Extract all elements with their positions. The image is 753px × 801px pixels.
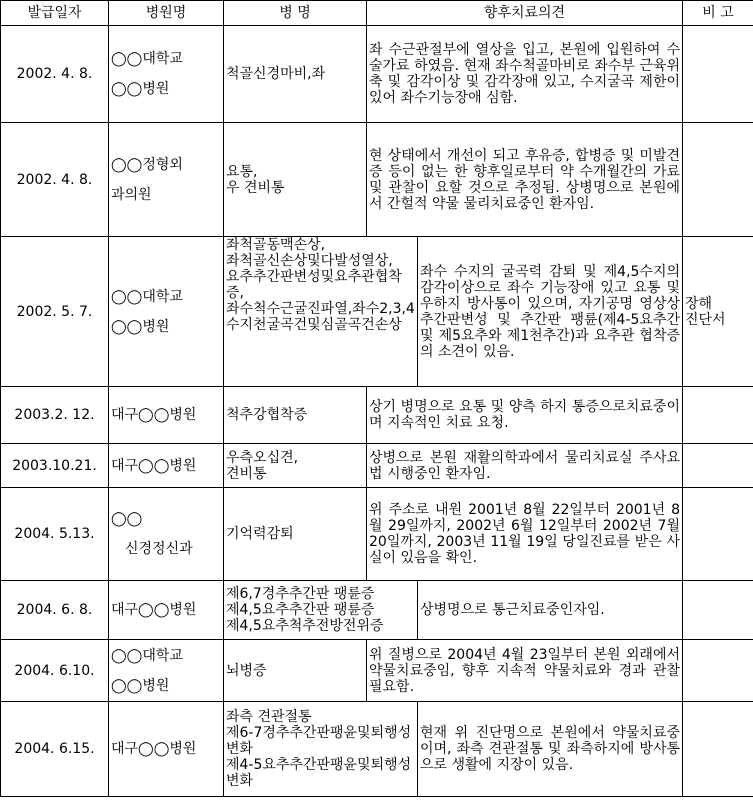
diagnosis-text: 좌척골동맥손상, 좌척골신손상및다발성열상, 요추추간판변성및요추관협착증, 좌수척수근굴진파열,좌수2,3,4수지천굴곡건및심골곡건손상 — [226, 237, 415, 333]
diagnosis — [224, 123, 367, 237]
remarks — [683, 640, 753, 702]
table-row — [1, 123, 753, 237]
hospital-name — [109, 702, 224, 797]
hospital-name-line: ◯◯병원 — [111, 81, 170, 97]
remarks — [683, 387, 753, 444]
diagnosis — [224, 26, 367, 123]
hospital-name-line: 대구◯◯병원 — [111, 741, 197, 757]
table-row — [1, 26, 753, 123]
table-row — [1, 444, 753, 488]
header-remarks: 비 고 — [683, 1, 753, 26]
treatment-opinion: 현재 위 진단명으로 본원에서 약물치료중이며, 좌측 견관절통 및 좌측하지에 방사통으로 생활에 지장이 있음. — [418, 702, 683, 797]
hospital-name — [109, 26, 224, 123]
issue-date: 2002. 4. 8. — [1, 26, 109, 123]
diagnosis-text: 척골신경마비,좌 — [226, 66, 326, 82]
diagnosis-text: 척추강협착증 — [226, 407, 308, 423]
issue-date: 2003.2. 12. — [1, 387, 109, 444]
diagnosis-text: 제6,7경추추간판 팽륜증 제4,5요추추간판 팽륜증 제4,5요추척추전방전위증 — [226, 586, 384, 634]
header-row — [1, 1, 753, 26]
diagnosis-text: 좌측 견관절통 제6-7경추추간판팽윤및퇴행성변화 제4-5요추추간판팽윤및퇴행성변화 — [226, 709, 412, 789]
issue-date: 2002. 4. 8. — [1, 123, 109, 237]
hospital-name-line: ◯◯대학교 — [111, 647, 183, 664]
remarks — [683, 123, 753, 237]
hospital-name-line: 대구◯◯병원 — [111, 602, 197, 618]
treatment-opinion: 상병으로 본원 재활의학과에서 물리치료실 주사요법 시행중인 환자임. — [367, 444, 683, 488]
hospital-name-line: ◯◯병원 — [111, 318, 170, 335]
hospital-name — [109, 488, 224, 581]
issue-date: 2003.10.21. — [1, 444, 109, 488]
hospital-name-line: 신경정신과 — [125, 541, 193, 557]
hospital-name-line: ◯◯ — [111, 511, 143, 527]
issue-date: 2004. 6. 8. — [1, 581, 109, 640]
remarks — [683, 237, 753, 387]
diagnosis-text: 요통, 우 견비통 — [226, 163, 285, 196]
hospital-name — [109, 640, 224, 702]
hospital-name-line: 대구◯◯병원 — [111, 407, 197, 423]
remarks — [683, 488, 753, 581]
header-treatment-opinion: 향후치료의견 — [367, 1, 683, 26]
treatment-opinion: 좌 수근관절부에 열상을 입고, 본원에 입원하여 수술가료 하였음. 현재 좌수척골마비로 좌수부 근육위축 및 감각이상 및 감각장애 있고, 수지굴곡 제한이 있어 좌수기능장애 심함. — [367, 26, 683, 123]
remarks — [683, 581, 753, 640]
treatment-opinion: 위 질병으로 2004년 4월 23일부터 본원 외래에서 약물치료중임, 향후 지속적 약물치료와 경과 관찰 필요함. — [367, 640, 683, 702]
diagnosis-text: 우측오십견, 견비통 — [226, 449, 299, 482]
diagnosis — [224, 444, 367, 488]
diagnosis — [224, 581, 418, 640]
hospital-name — [109, 237, 224, 387]
diagnosis — [224, 488, 367, 581]
hospital-name-line: ◯◯대학교 — [111, 51, 183, 67]
diagnosis-text: 뇌병증 — [226, 662, 267, 679]
table-row — [1, 640, 753, 702]
hospital-name-line: ◯◯정형외 — [111, 156, 183, 173]
table-row — [1, 237, 753, 387]
treatment-opinion: 상병명으로 통근치료중인자임. — [418, 581, 683, 640]
header-hospital: 병원명 — [109, 1, 224, 26]
table-row — [1, 387, 753, 444]
diagnosis-text: 기억력감퇴 — [226, 526, 294, 542]
header-issue-date: 발급일자 — [1, 1, 109, 26]
header-diagnosis: 병 명 — [224, 1, 367, 26]
issue-date: 2004. 5.13. — [1, 488, 109, 581]
hospital-name-line: ◯◯대학교 — [111, 288, 183, 305]
hospital-name-line: ◯◯병원 — [111, 677, 170, 694]
hospital-name — [109, 123, 224, 237]
table-row — [1, 488, 753, 581]
diagnosis — [224, 387, 367, 444]
hospital-name — [109, 387, 224, 444]
hospital-name — [109, 444, 224, 488]
remarks — [683, 702, 753, 797]
table-row — [1, 581, 753, 640]
hospital-name-line: 과의원 — [111, 186, 152, 203]
table-row — [1, 702, 753, 797]
issue-date: 2004. 6.15. — [1, 702, 109, 797]
hospital-name — [109, 581, 224, 640]
remarks — [683, 444, 753, 488]
diagnosis — [224, 640, 367, 702]
treatment-opinion: 상기 병명으로 요통 및 양측 하지 통증으로치료중이며 지속적인 치료 요청. — [367, 387, 683, 444]
diagnosis — [224, 702, 418, 797]
remarks-text: 장해 진단서 — [685, 295, 726, 328]
issue-date: 2004. 6.10. — [1, 640, 109, 702]
treatment-opinion: 위 주소로 내원 2001년 8월 22일부터 2001년 8월 29일까지, 2002년 6월 12일부터 2002년 7월 20일까지, 2003년 11월 19일 당일진료를 받은 사실이 있음을 확인. — [367, 488, 683, 581]
remarks — [683, 26, 753, 123]
issue-date: 2002. 5. 7. — [1, 237, 109, 387]
diagnosis — [224, 237, 418, 387]
hospital-name-line: 대구◯◯병원 — [111, 457, 197, 474]
treatment-opinion: 좌수 수지의 굴곡력 감퇴 및 제4,5수지의 감각이상으로 좌수 기능장애 있고 요통 및 우하지 방사통이 있으며, 자기공명 영상상 추간판변성 및 추간판 팽륜(제4-5요추간 및 제5요추와 제1천추간)과 요추관 협착증의 소견이 있음. — [418, 237, 683, 387]
treatment-opinion: 현 상태에서 개선이 되고 후유증, 합병증 및 미발견증 등이 없는 한 향후일로부터 약 수개월간의 가료 및 관찰이 요할 것으로 추정됨. 상병명으로 본원에서 간헐적 약물 물리치료중인 환자임. — [367, 123, 683, 237]
